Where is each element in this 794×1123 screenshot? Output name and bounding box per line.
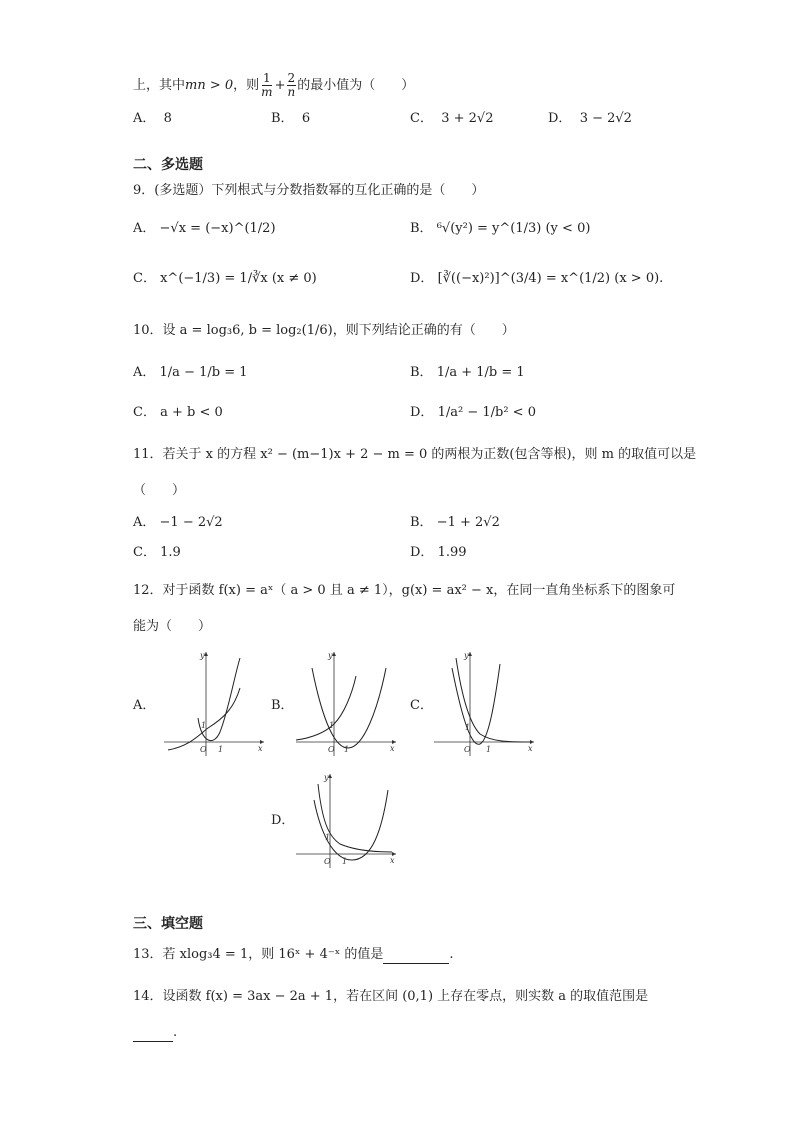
q11-option-c: C． 1.9 — [133, 545, 181, 560]
q8-option-d: D． 3 − 2√2 — [548, 111, 632, 126]
y-axis-label: y — [324, 773, 329, 782]
q10-stem: 10．设 a = log₃6, b = log₂(1/6)，则下列结论正确的有（ ） — [133, 323, 515, 338]
origin-label: O — [328, 745, 335, 754]
q14-line2: . — [133, 1024, 177, 1042]
x-axis-label: x — [528, 744, 533, 753]
x-tick-1: 1 — [342, 857, 348, 866]
q8-stem-post: 的最小值为（ ） — [297, 78, 415, 93]
q9-option-a: A． −√x = (−x)^(1/2) — [133, 221, 276, 236]
q12-graph-a — [160, 648, 268, 760]
q8-option-c: C． 3 + 2√2 — [410, 111, 494, 126]
q13-line: 13．若 xlog₃4 = 1，则 16ˣ + 4⁻ˣ 的值是 . — [133, 947, 454, 962]
q10-option-c: C． a + b < 0 — [133, 405, 223, 420]
y-tick-1: 1 — [465, 723, 471, 732]
q10-option-d: D． 1/a² − 1/b² < 0 — [410, 405, 536, 420]
q8-cond: mn > 0 — [185, 78, 234, 93]
q12-label-b: B． — [271, 698, 294, 713]
q14-answer-blank[interactable] — [133, 1041, 173, 1042]
q10-option-b: B． 1/a + 1/b = 1 — [410, 365, 525, 380]
section-title-fill-blank: 三、填空题 — [133, 916, 203, 932]
q8-option-b: B． 6 — [271, 111, 311, 126]
q11-paren: （ ） — [133, 483, 186, 498]
q8-frac1: $\frac{1}{m}$ — [261, 71, 273, 99]
y-axis-label: y — [464, 651, 469, 660]
x-axis-label: x — [390, 744, 395, 753]
q13-text: 13．若 xlog₃4 = 1，则 16ˣ + 4⁻ˣ 的值是 — [133, 947, 384, 962]
origin-label: O — [464, 745, 471, 754]
q13-answer-blank[interactable] — [383, 963, 449, 964]
q12-label-a: A． — [133, 698, 156, 713]
q11-stem: 11．若关于 x 的方程 x² − (m−1)x + 2 − m = 0 的两根为正数(包含等根)，则 m 的取值可以是 — [133, 447, 697, 462]
x-axis-label: x — [390, 856, 395, 865]
q12-label-c: C． — [410, 698, 433, 713]
q14-text: 14．设函数 f(x) = 3ax − 2a + 1，若在区间 (0,1) 上存在零点，则实数 a 的取值范围是 — [133, 989, 649, 1004]
q12-graph-c — [430, 648, 538, 760]
y-tick-1: 1 — [201, 721, 207, 730]
q8-stem-mid: ，则 — [233, 78, 260, 93]
q8-stem — [133, 72, 414, 99]
y-tick-1: 1 — [329, 721, 335, 730]
q8-frac2: $\frac{2}{n}$ — [287, 71, 296, 99]
q12-graph-b — [292, 648, 400, 760]
q8-option-a: A． 8 — [133, 111, 172, 126]
x-tick-1: 1 — [344, 745, 350, 754]
q8-plus: + — [274, 78, 286, 93]
q9-stem: 9．(多选题）下列根式与分数指数幂的互化正确的是（ ） — [133, 183, 485, 198]
q10-option-a: A． 1/a − 1/b = 1 — [133, 365, 248, 380]
q12-label-d: D． — [271, 813, 295, 828]
y-tick-1: 1 — [325, 833, 331, 842]
x-tick-1: 1 — [486, 745, 492, 754]
y-axis-label: y — [200, 651, 205, 660]
q9-option-d: D． [∛((−x)²)]^(3/4) = x^(1/2) (x > 0). — [410, 271, 664, 286]
section-title-multi-choice: 二、多选题 — [133, 157, 203, 173]
y-axis-label: y — [328, 651, 333, 660]
q11-option-d: D． 1.99 — [410, 545, 467, 560]
q11-option-b: B． −1 + 2√2 — [410, 515, 500, 530]
q9-option-c: C． x^(−1/3) = 1/∛x (x ≠ 0) — [133, 271, 317, 286]
q12-graph-d — [292, 770, 400, 870]
q12-stem-line2: 能为（ ） — [133, 619, 212, 634]
x-tick-1: 1 — [218, 745, 224, 754]
q8-stem-pre: 上，其中 — [133, 78, 186, 93]
x-axis-label: x — [258, 744, 263, 753]
q11-option-a: A． −1 − 2√2 — [133, 515, 223, 530]
q9-option-b: B． ⁶√(y²) = y^(1/3) (y < 0) — [410, 221, 591, 236]
origin-label: O — [200, 745, 207, 754]
origin-label: O — [324, 857, 331, 866]
q12-stem: 12．对于函数 f(x) = aˣ（ a > 0 且 a ≠ 1），g(x) = ax² − x，在同一直角坐标系下的图象可 — [133, 583, 676, 598]
